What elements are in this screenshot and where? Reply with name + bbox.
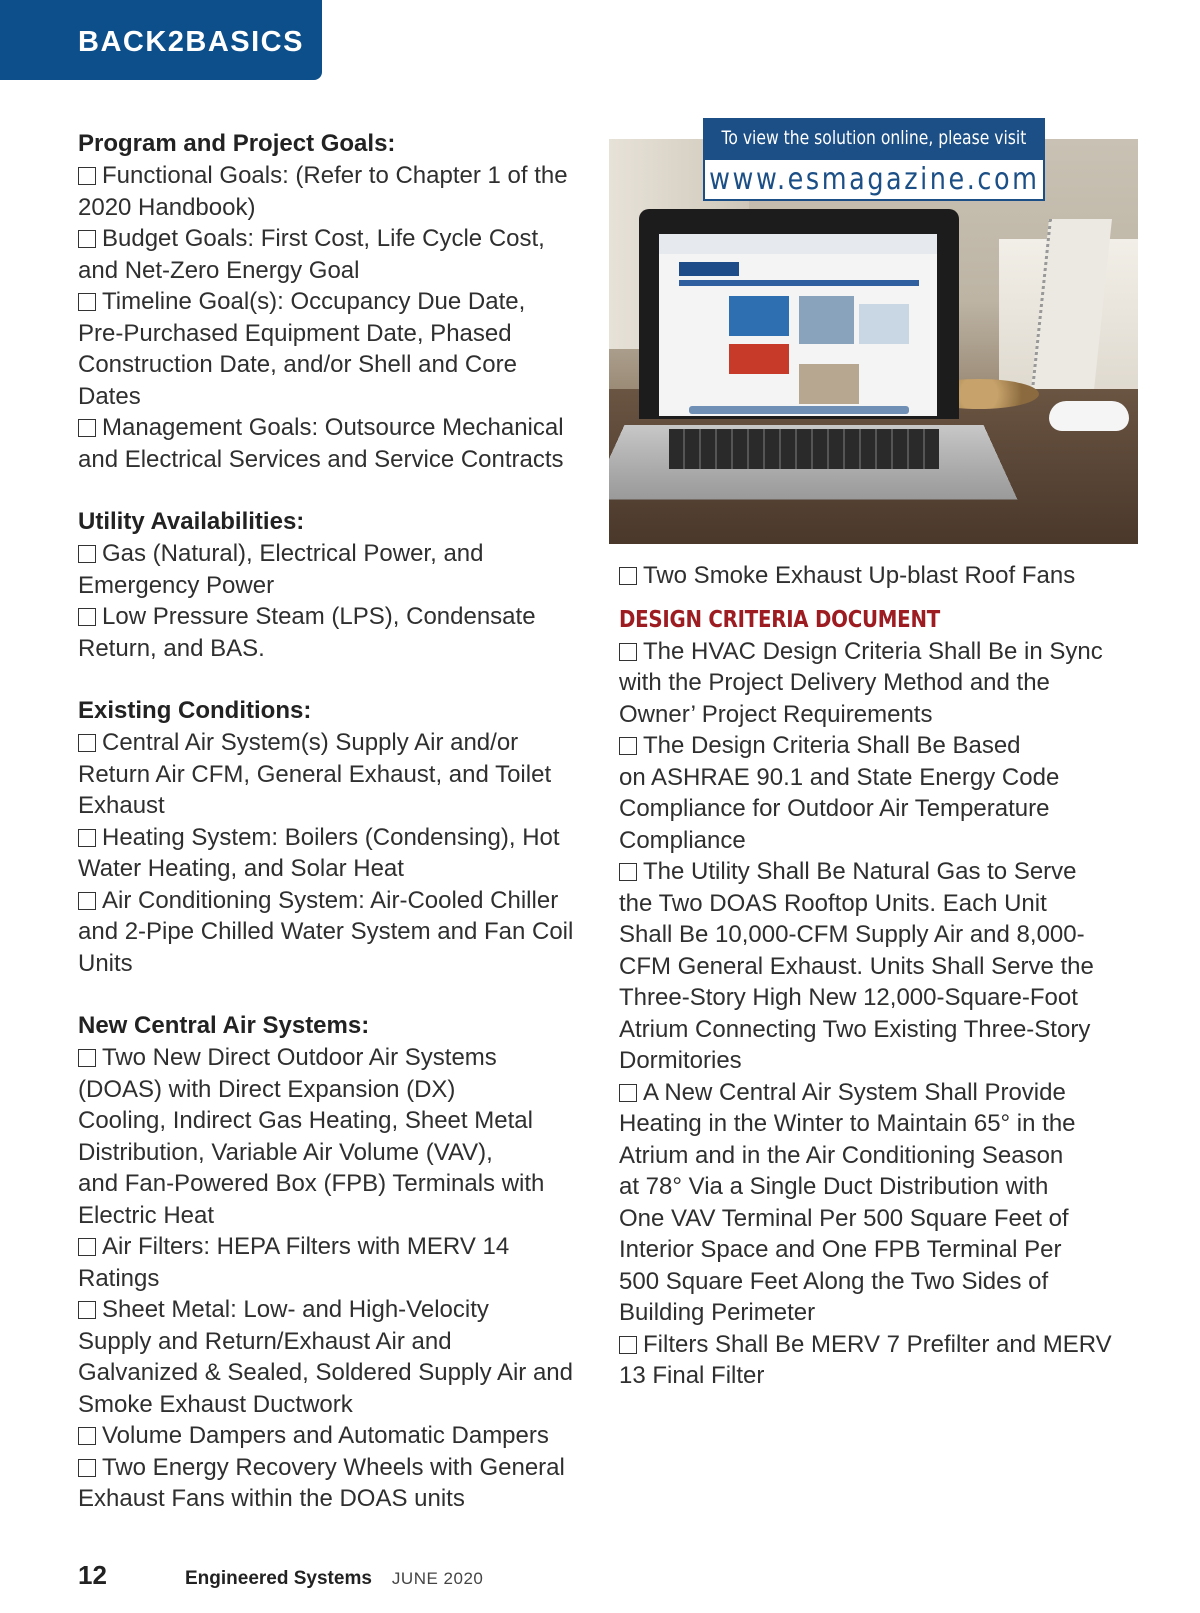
checklist-item (78, 1231, 598, 1294)
checklist-item-text: Dates (78, 382, 141, 410)
checklist-item-text: 500 Square Feet Along the Two Sides of (619, 1267, 1049, 1295)
section-heading: Utility Availabilities: (78, 508, 305, 535)
checklist-item-text: Gas (Natural), Electrical Power, and (102, 540, 484, 567)
checklist-item-text: Heating System: Boilers (Condensing), Hot (102, 823, 560, 851)
checklist-item (619, 560, 1139, 592)
checklist-item-text: Management Goals: Outsource Mechanical (102, 414, 564, 441)
checklist-section (78, 128, 598, 475)
checkbox-icon[interactable] (619, 863, 637, 881)
checklist-item-text: 13 Final Filter (619, 1362, 765, 1389)
checklist-item (78, 727, 598, 822)
checklist-item-text: Interior Space and One FPB Terminal Per (619, 1236, 1062, 1263)
checklist-item-text: Supply and Return/Exhaust Air and (78, 1327, 452, 1355)
issue-date: JUNE 2020 (391, 1569, 484, 1588)
checklist-item-text: and 2-Pipe Chilled Water System and Fan Coil (78, 918, 574, 945)
checklist-item-text: Pre-Purchased Equipment Date, Phased (78, 319, 512, 347)
section-tab (0, 0, 322, 80)
checklist-item (78, 822, 598, 885)
checklist-item-text: Dormitories (619, 1047, 742, 1074)
section-heading: New Central Air Systems: (78, 1012, 370, 1039)
checklist-item-text: (DOAS) with Direct Expansion (DX) (78, 1075, 456, 1103)
checkbox-icon[interactable] (78, 419, 96, 437)
design-criteria-heading: DESIGN CRITERIA DOCUMENT (619, 606, 940, 633)
checklist-item-text: 2020 Handbook) (78, 193, 256, 221)
checklist-section (78, 695, 598, 979)
right-column (619, 560, 1139, 1392)
checklist-item-text: Functional Goals: (Refer to Chapter 1 of the (102, 162, 568, 189)
checklist-item-text: Budget Goals: First Cost, Life Cycle Cost, (102, 225, 545, 252)
checklist-item-text: Galvanized & Sealed, Soldered Supply Air and (78, 1359, 573, 1386)
checklist-item-text: Central Air System(s) Supply Air and/or (102, 729, 519, 756)
checklist-item-text: Compliance for Outdoor Air Temperature (619, 795, 1050, 822)
online-solution-callout (703, 118, 1045, 203)
checklist-item-text: at 78° Via a Single Duct Distribution with (619, 1173, 1049, 1200)
mouse-icon (1049, 401, 1129, 431)
checklist-item (619, 730, 1139, 856)
checklist-item-text: Smoke Exhaust Ductwork (78, 1390, 353, 1418)
checklist-item-text: with the Project Delivery Method and the (619, 669, 1050, 696)
section-tab-label: BACK2BASICS (78, 25, 304, 58)
checklist-item-text: Exhaust Fans within the DOAS units (78, 1485, 465, 1512)
checklist-item-text: Emergency Power (78, 571, 275, 599)
checklist-item-text: Atrium and in the Air Conditioning Season (619, 1141, 1064, 1169)
checklist-item (78, 538, 598, 601)
checklist-item (78, 160, 598, 223)
checkbox-icon[interactable] (78, 892, 96, 910)
checkbox-icon[interactable] (78, 1301, 96, 1319)
checklist-item-text: Ratings (78, 1264, 160, 1292)
page-number: 12 (78, 1560, 107, 1590)
checklist-item-text: Building Perimeter (619, 1299, 816, 1326)
checklist-item-text: Two Energy Recovery Wheels with General (102, 1453, 565, 1481)
checklist-item-text: The Utility Shall Be Natural Gas to Serve (643, 858, 1077, 885)
checklist-item-text: Two New Direct Outdoor Air Systems (102, 1044, 497, 1071)
checklist-item-text: Cooling, Indirect Gas Heating, Sheet Metal (78, 1107, 533, 1134)
checklist-item-text: Three-Story High New 12,000-Square-Foot (619, 984, 1078, 1011)
checklist-item (78, 1420, 598, 1452)
checkbox-icon[interactable] (78, 734, 96, 752)
checklist-item-text: CFM General Exhaust. Units Shall Serve the (619, 952, 1094, 980)
checklist-item (78, 286, 598, 412)
checkbox-icon[interactable] (78, 545, 96, 563)
checklist-item-text: on ASHRAE 90.1 and State Energy Code (619, 763, 1060, 791)
checklist-section (78, 506, 598, 664)
checklist-item-text: Air Conditioning System: Air-Cooled Chiller (102, 886, 559, 914)
checklist-item-text: Return Air CFM, General Exhaust, and Toilet (78, 760, 552, 788)
checkbox-icon[interactable] (78, 829, 96, 847)
section-heading: Existing Conditions: (78, 697, 312, 724)
checkbox-icon[interactable] (619, 643, 637, 661)
checklist-item-text: Electric Heat (78, 1201, 215, 1229)
checklist-item-text: and Electrical Services and Service Contracts (78, 445, 564, 473)
checklist-section (78, 1010, 598, 1515)
checklist-item (78, 601, 598, 664)
checklist-item-text: Units (78, 949, 133, 977)
checklist-item-text: Heating in the Winter to Maintain 65° in the (619, 1110, 1076, 1137)
page-footer (78, 1560, 483, 1590)
website-link[interactable]: www.esmagazine.com (708, 162, 1040, 197)
checklist-item (78, 412, 598, 475)
checklist-item-text: Exhaust (78, 792, 165, 819)
checklist-item-text: A New Central Air System Shall Provide (643, 1078, 1066, 1106)
checklist-item-text: Shall Be 10,000-CFM Supply Air and 8,000- (619, 921, 1085, 948)
checkbox-icon[interactable] (619, 567, 637, 585)
checklist-item (78, 1452, 598, 1515)
checklist-item (78, 223, 598, 286)
checklist-item-text: Sheet Metal: Low- and High-Velocity (102, 1296, 489, 1323)
checkbox-icon[interactable] (78, 230, 96, 248)
checkbox-icon[interactable] (619, 1336, 637, 1354)
checklist-item-text: and Net-Zero Energy Goal (78, 256, 360, 284)
checkbox-icon[interactable] (619, 1084, 637, 1102)
checklist-item-text: Return, and BAS. (78, 634, 265, 662)
checkbox-icon[interactable] (78, 167, 96, 185)
checklist-item-text: Distribution, Variable Air Volume (VAV), (78, 1138, 493, 1166)
checklist-item-text: One VAV Terminal Per 500 Square Feet of (619, 1204, 1069, 1232)
checklist-item-text: the Two DOAS Rooftop Units. Each Unit (619, 889, 1047, 917)
checkbox-icon[interactable] (619, 737, 637, 755)
checklist-item (619, 856, 1139, 1077)
left-column (78, 128, 598, 1546)
checklist-item (619, 1329, 1139, 1392)
checkbox-icon[interactable] (78, 293, 96, 311)
checkbox-icon[interactable] (78, 1049, 96, 1067)
checklist-item (619, 636, 1139, 731)
checklist-item-text: Construction Date, and/or Shell and Core (78, 351, 517, 378)
checklist-item (78, 885, 598, 980)
checklist-item-text: and Fan-Powered Box (FPB) Terminals with (78, 1170, 545, 1197)
checklist-item-text: The HVAC Design Criteria Shall Be in Sync (643, 637, 1103, 665)
checklist-item-text: Two Smoke Exhaust Up-blast Roof Fans (643, 562, 1076, 589)
checklist-item-text: Air Filters: HEPA Filters with MERV 14 (102, 1233, 510, 1260)
checklist-item (78, 1042, 598, 1231)
checkbox-icon[interactable] (78, 1238, 96, 1256)
checkbox-icon[interactable] (78, 1427, 96, 1445)
section-heading: Program and Project Goals: (78, 130, 396, 157)
checklist-item-text: Atrium Connecting Two Existing Three-Story (619, 1015, 1091, 1043)
checkbox-icon[interactable] (78, 1459, 96, 1477)
checkbox-icon[interactable] (78, 608, 96, 626)
magazine-name: Engineered Systems (185, 1568, 372, 1589)
checklist-item-text: Volume Dampers and Automatic Dampers (102, 1422, 549, 1449)
checklist-item (619, 1077, 1139, 1329)
checklist-item-text: The Design Criteria Shall Be Based (643, 732, 1021, 759)
checklist-item-text: Timeline Goal(s): Occupancy Due Date, (102, 288, 526, 315)
checklist-item-text: Owner’ Project Requirements (619, 700, 933, 728)
checklist-item-text: Compliance (619, 826, 746, 854)
website-screenshot (659, 234, 937, 416)
checklist-item-text: Filters Shall Be MERV 7 Prefilter and MERV (643, 1330, 1112, 1358)
checklist-item-text: Water Heating, and Solar Heat (78, 855, 404, 882)
checklist-item-text: Low Pressure Steam (LPS), Condensate (102, 603, 536, 630)
checklist-item (78, 1294, 598, 1420)
callout-text: To view the solution online, please visit (721, 127, 1027, 149)
